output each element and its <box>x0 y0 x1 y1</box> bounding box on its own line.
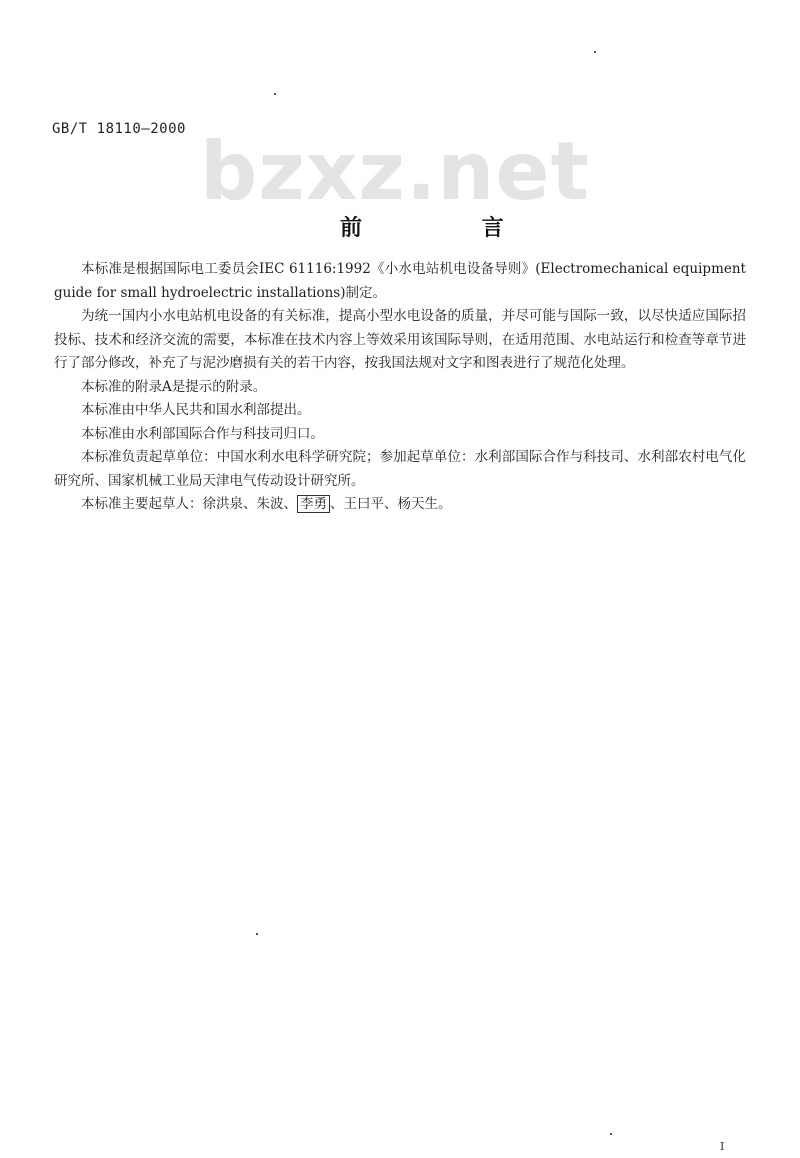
paragraph-purpose: 为统一国内小水电站机电设备的有关标准，提高小型水电设备的质量，并尽可能与国际一致，以尽快适应国际招投标、技术和经济交流的需要，本标准在技术内容上等效采用该国际导则，在适用范围、水电站运行和检查等章节进行了部分修改，补充了与泥沙磨损有关的若干内容，按我国法规对文字和图表进行了规范化处理。 <box>54 308 746 371</box>
paragraph-proposer: 本标准由中华人民共和国水利部提出。 <box>81 402 311 418</box>
watermark: bzxz.net <box>200 125 590 218</box>
body-text <box>54 258 746 517</box>
scan-speck <box>256 933 258 935</box>
paragraph-appendix: 本标准的附录A是提示的附录。 <box>81 378 267 395</box>
page-title: 前 言 <box>340 215 560 241</box>
scan-speck <box>610 1133 612 1135</box>
paragraph-basis: 本标准是根据国际电工委员会IEC 61116:1992《小水电站机电设备导则》(Electromechanical equipment guide for small hydroelectric installations)制定。 <box>54 261 746 301</box>
standard-code: GB/T 18110—2000 <box>52 121 186 137</box>
drafter-name-boxed: 李勇 <box>297 495 330 513</box>
drafters-prefix: 本标准主要起草人：徐洪泉、朱波、 <box>81 496 297 512</box>
paragraph-drafting-units: 本标准负责起草单位：中国水利水电科学研究院；参加起草单位：水利部国际合作与科技司、水利部农村电气化研究所、国家机械工业局天津电气传动设计研究所。 <box>54 449 746 489</box>
drafters-suffix: 、王曰平、杨天生。 <box>330 496 452 512</box>
scan-speck <box>594 51 596 53</box>
page-number: I <box>720 1140 725 1153</box>
paragraph-administrator: 本标准由水利部国际合作与科技司归口。 <box>81 425 324 442</box>
paragraph-drafters <box>54 493 746 517</box>
scan-speck <box>274 93 276 95</box>
